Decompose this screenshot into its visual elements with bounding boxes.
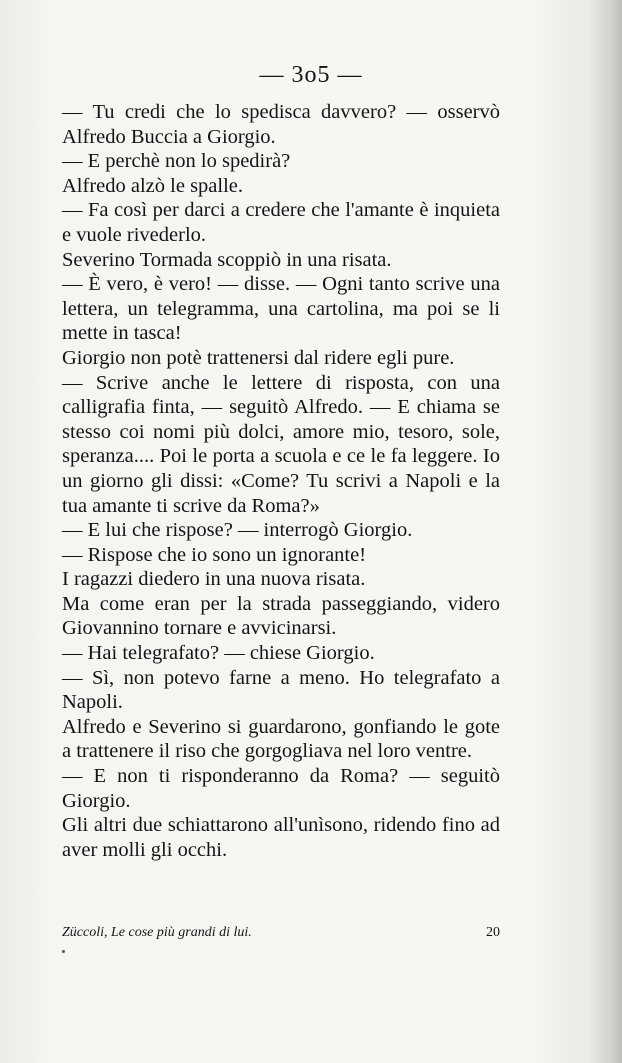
- paragraph: Giorgio non potè trattenersi dal ridere egli pure.: [62, 346, 455, 369]
- ink-speck: [62, 950, 65, 953]
- running-title: Züccoli, Le cose più grandi di lui.: [62, 925, 252, 940]
- paragraph: — Sì, non potevo farne a meno. Ho telegrafato a Napoli.: [62, 666, 500, 714]
- page-edge-shadow: [588, 0, 622, 1063]
- paragraph: — È vero, è vero! — disse. — Ogni tanto scrive una lettera, un telegramma, una cartolina, ma poi se li mette in tasca!: [62, 273, 500, 345]
- paragraph: — Scrive anche le lettere di risposta, con una calligrafia finta, — seguitò Alfredo. — E chiama se stesso coi nomi più dolci, amore mio, tesoro, sole, speranza.... Poi le porta a scuola e ce le fa leggere. Io un giorno gli dissi: «Come? Tu scrivi a Napoli e la tua amante ti scrive da Roma?»: [62, 371, 500, 517]
- page-footer: [62, 925, 500, 941]
- paragraph: — Hai telegrafato? — chiese Giorgio.: [62, 642, 375, 665]
- paragraph: Alfredo alzò le spalle.: [62, 174, 244, 197]
- paragraph: Ma come eran per la strada passeggiando, videro Giovannino tornare e avvicinarsi.: [62, 592, 500, 640]
- paragraph: Severino Tormada scoppiò in una risata.: [62, 248, 392, 271]
- paragraph: — Fa così per darci a credere che l'amante è inquieta e vuole rivederlo.: [62, 199, 500, 246]
- paragraph: — E lui che rispose? — interrogò Giorgio.: [62, 519, 413, 542]
- body-text: [62, 100, 500, 862]
- signature-mark: 20: [486, 925, 500, 940]
- page-number: — 3o5 —: [259, 62, 363, 88]
- paragraph: Alfredo e Severino si guardarono, gonfiando le gote a trattenere il riso che gorgogliava nel loro ventre.: [62, 715, 500, 763]
- paragraph: — E non ti risponderanno da Roma? — seguitò Giorgio.: [62, 765, 500, 812]
- paragraph: I ragazzi diedero in una nuova risata.: [62, 568, 366, 591]
- paragraph: — E perchè non lo spedirà?: [62, 150, 291, 173]
- paragraph: — Rispose che io sono un ignorante!: [62, 543, 367, 566]
- paragraph: Gli altri due schiattarono all'unìsono, ridendo fino ad aver molli gli occhi.: [62, 814, 500, 861]
- paragraph: — Tu credi che lo spedisca davvero? — osservò Alfredo Buccia a Giorgio.: [62, 101, 500, 148]
